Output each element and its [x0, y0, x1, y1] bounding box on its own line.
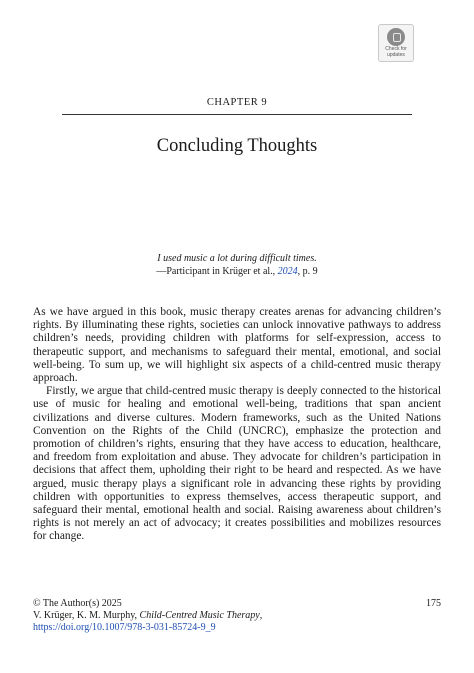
citation-year-link[interactable]: 2024 [277, 265, 298, 277]
epigraph [0, 253, 474, 278]
book-reference: V. Krüger, K. M. Murphy, Child-Centred Music Therapy, [33, 610, 263, 622]
attribution-suffix: , p. 9 [297, 265, 318, 277]
footer [33, 598, 441, 635]
paragraph-1: As we have argued in this book, music therapy creates arenas for advancing children’s rights. By illuminating these rights, societies can unlock innovative pathways to address children’s needs, providing children with platforms for self-expression, access to therapeutic support, and mechanisms to safeguard their mental, emotional, and social well-being. To sum up, we will highlight six aspects of a child-centred music therapy approach. [33, 306, 441, 385]
authors: V. Krüger, K. M. Murphy, [33, 610, 140, 622]
copyright: © The Author(s) 2025 [33, 598, 122, 609]
paragraph-2: Firstly, we argue that child-centred music therapy is deeply connected to the historical use of music for healing and emotional well-being, traditions that span ancient civilizations and diverse cultures. Modern frameworks, such as the United Nations Convention on the Rights of the Child (UNCRC), emphasize the protection and promotion of children’s rights, ensuring that they have access to education, healthcare, and freedom from exploitation and abuse. They advocate for children’s participation in decisions that affect them, upholding their right to be heard and respected. As we have argued, music therapy plays a significant role in advancing these rights by providing children with opportunities to express themselves, access therapeutic support, and safeguard their mental, emotional health and social. Raising awareness about children’s rights is not merely an act of advocacy; it creates possibilities and mobilizes resources for change. [33, 385, 441, 543]
check-for-updates-badge[interactable] [378, 24, 414, 62]
epigraph-quote: I used music a lot during difficult times. [157, 253, 317, 264]
badge-line2: updates [387, 52, 405, 58]
chapter-label: CHAPTER 9 [206, 97, 268, 108]
body-text [33, 306, 441, 544]
epigraph-attribution [0, 266, 474, 279]
doi-link[interactable]: https://doi.org/10.1007/978-3-031-85724-9_9 [33, 622, 216, 634]
attribution-prefix: —Participant in Krüger et al., [156, 265, 278, 277]
chapter-title: Concluding Thoughts [156, 136, 318, 156]
page-number: 175 [426, 598, 441, 609]
header-rule [62, 114, 412, 115]
badge-line1: Check for [385, 46, 407, 52]
book-title: Child-Centred Music Therapy [139, 610, 260, 622]
bookmark-icon [387, 28, 405, 46]
